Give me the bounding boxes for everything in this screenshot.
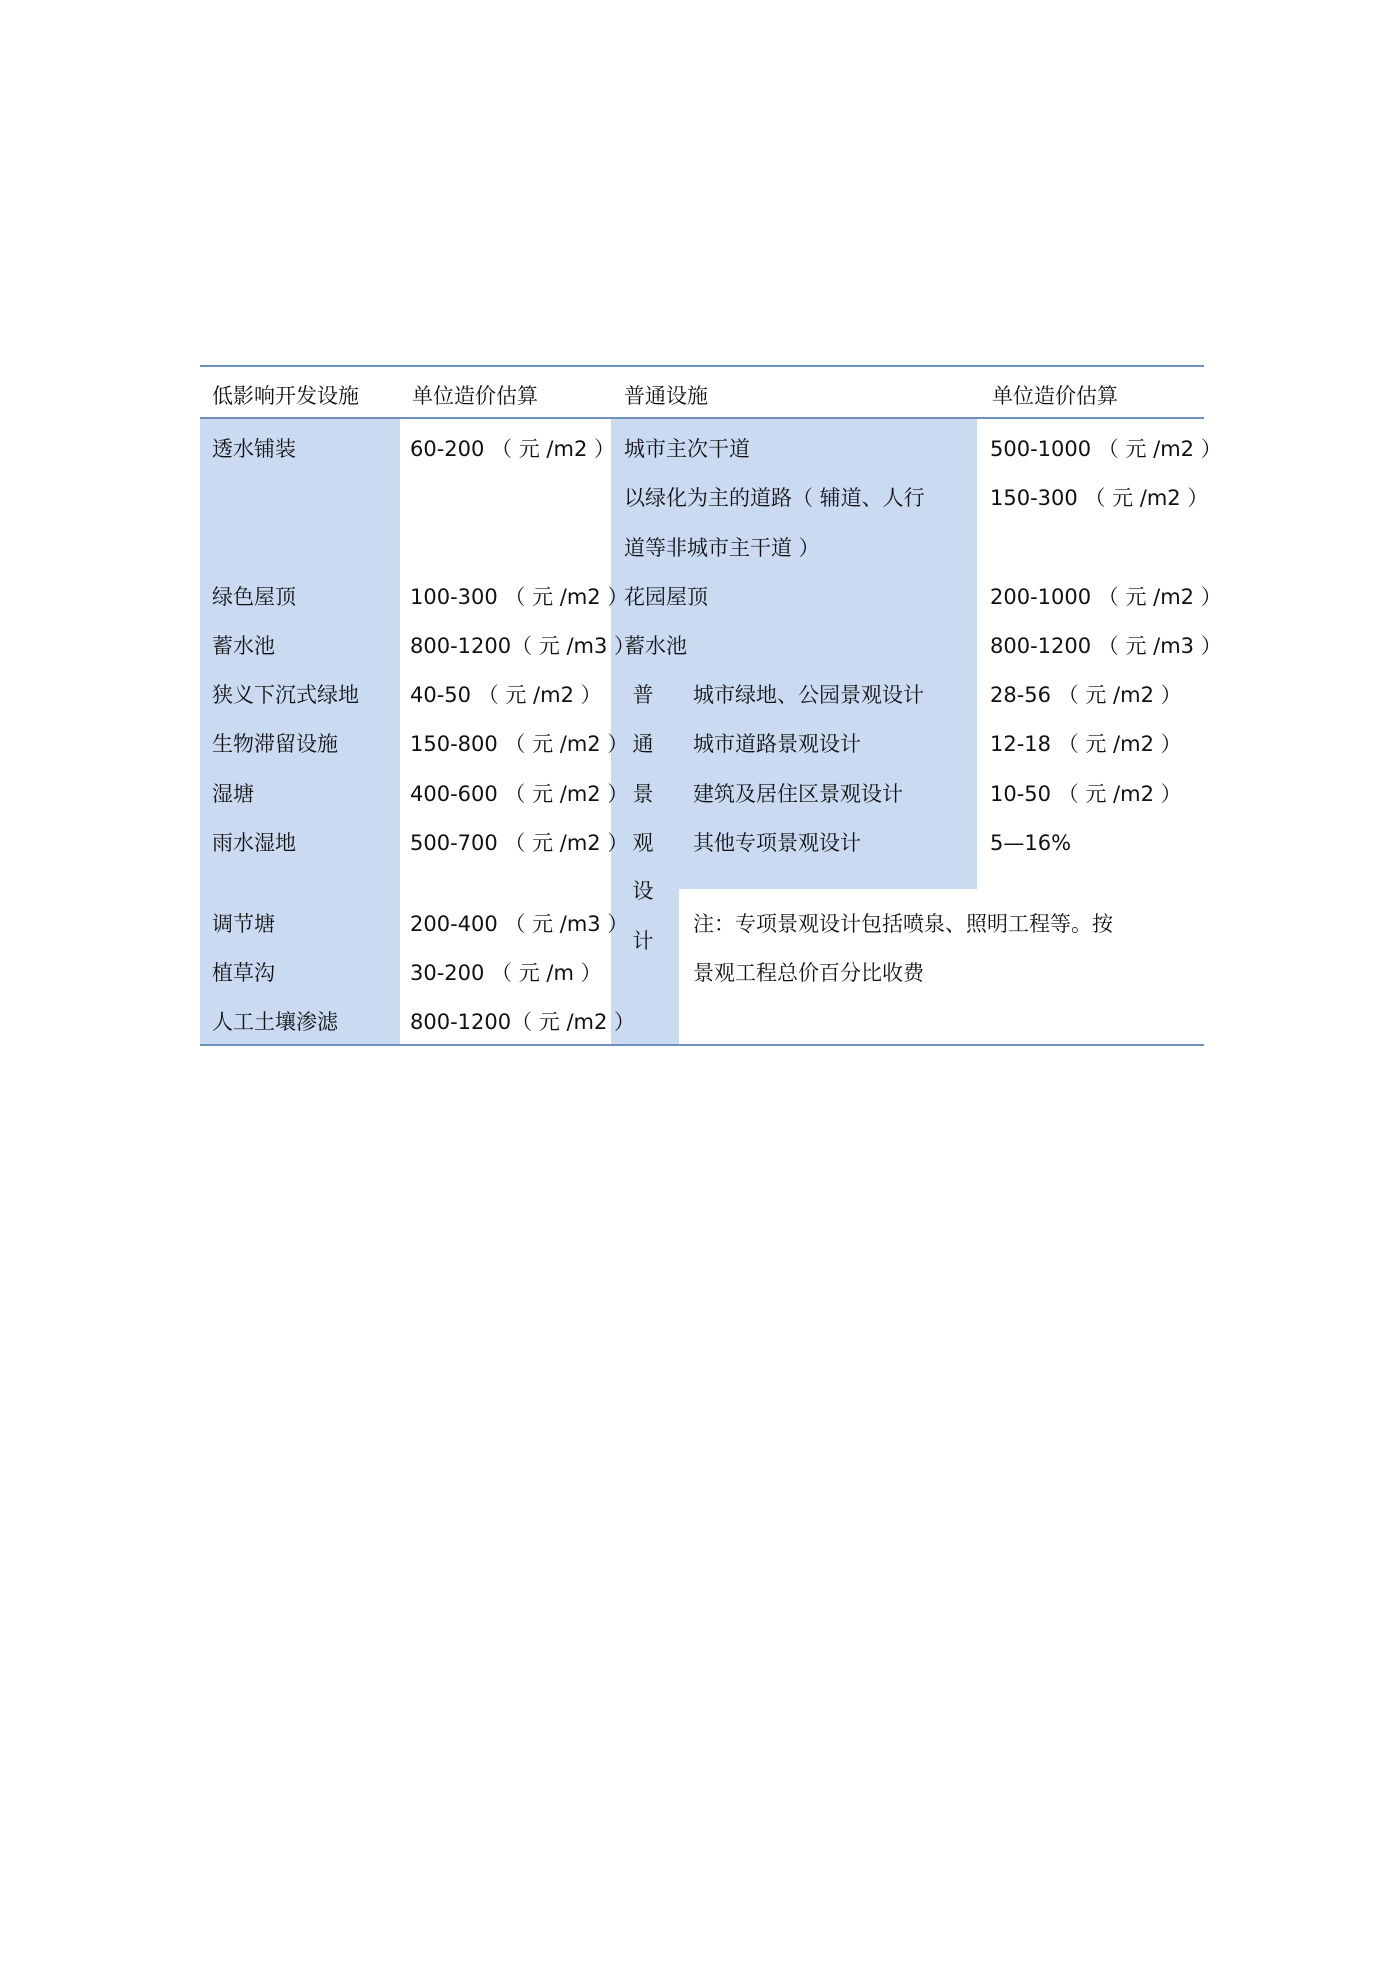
general-row-cost: 200-1000 （ 元 /m2 ） bbox=[990, 585, 1222, 609]
lid-row-name: 雨水湿地 bbox=[212, 831, 296, 855]
header-general-unit-cost: 单位造价估算 bbox=[992, 384, 1118, 408]
general-row-cost: 150-300 （ 元 /m2 ） bbox=[990, 486, 1209, 510]
lid-row-name: 蓄水池 bbox=[212, 634, 275, 658]
general-row-name-line1: 以绿化为主的道路（ 辅道、人行 bbox=[624, 486, 925, 510]
landscape-note-line1: 注：专项景观设计包括喷泉、照明工程等。按 bbox=[693, 912, 1113, 936]
landscape-row-cost: 10-50 （ 元 /m2 ） bbox=[990, 782, 1182, 806]
landscape-row-name: 城市绿地、公园景观设计 bbox=[693, 683, 924, 707]
general-row-name-line2: 道等非城市主干道 ） bbox=[624, 536, 820, 560]
lid-row-cost: 30-200 （ 元 /m ） bbox=[410, 961, 602, 985]
landscape-row-cost: 28-56 （ 元 /m2 ） bbox=[990, 683, 1182, 707]
landscape-note-line2: 景观工程总价百分比收费 bbox=[693, 961, 924, 985]
table-bottom-rule bbox=[200, 1044, 1204, 1046]
lid-row-name: 透水铺装 bbox=[212, 437, 296, 461]
lid-row-cost: 800-1200（ 元 /m2 ） bbox=[410, 1010, 636, 1034]
lid-row-cost: 800-1200（ 元 /m3 ） bbox=[410, 634, 636, 658]
general-row-cost: 500-1000 （ 元 /m2 ） bbox=[990, 437, 1222, 461]
general-row-name: 花园屋顶 bbox=[624, 585, 708, 609]
landscape-row-cost: 12-18 （ 元 /m2 ） bbox=[990, 732, 1182, 756]
lid-row-name: 生物滞留设施 bbox=[212, 732, 338, 756]
landscape-group-label-char: 景 bbox=[632, 782, 654, 806]
lid-row-name: 绿色屋顶 bbox=[212, 585, 296, 609]
table-header-rule bbox=[200, 417, 1204, 419]
lid-row-cost: 200-400 （ 元 /m3 ） bbox=[410, 912, 629, 936]
landscape-row-name: 城市道路景观设计 bbox=[693, 732, 861, 756]
landscape-group-label-char: 通 bbox=[632, 732, 654, 756]
lid-row-cost: 400-600 （ 元 /m2 ） bbox=[410, 782, 629, 806]
lid-row-name: 调节塘 bbox=[212, 912, 275, 936]
header-general-facility: 普通设施 bbox=[624, 384, 708, 408]
landscape-group-label-char: 观 bbox=[632, 831, 654, 855]
table-top-rule bbox=[200, 365, 1204, 367]
general-row-name: 城市主次干道 bbox=[624, 437, 750, 461]
landscape-group-label-char: 普 bbox=[632, 683, 654, 707]
header-lid-facility: 低影响开发设施 bbox=[212, 384, 359, 408]
lid-row-name: 湿塘 bbox=[212, 782, 254, 806]
lid-row-cost: 40-50 （ 元 /m2 ） bbox=[410, 683, 602, 707]
lid-row-name: 狭义下沉式绿地 bbox=[212, 683, 359, 707]
lid-row-cost: 60-200 （ 元 /m2 ） bbox=[410, 437, 615, 461]
landscape-group-label-char: 设 bbox=[632, 879, 654, 903]
header-lid-unit-cost: 单位造价估算 bbox=[412, 384, 538, 408]
general-row-name: 蓄水池 bbox=[624, 634, 687, 658]
landscape-row-cost: 5—16% bbox=[990, 831, 1072, 855]
general-row-cost: 800-1200 （ 元 /m3 ） bbox=[990, 634, 1222, 658]
lid-row-cost: 500-700 （ 元 /m2 ） bbox=[410, 831, 629, 855]
landscape-row-name: 其他专项景观设计 bbox=[693, 831, 861, 855]
lid-row-name: 人工土壤渗滤 bbox=[212, 1010, 338, 1034]
landscape-group-label-char: 计 bbox=[632, 929, 654, 953]
landscape-row-name: 建筑及居住区景观设计 bbox=[693, 782, 903, 806]
lid-row-name: 植草沟 bbox=[212, 961, 275, 985]
lid-row-cost: 150-800 （ 元 /m2 ） bbox=[410, 732, 629, 756]
lid-row-cost: 100-300 （ 元 /m2 ） bbox=[410, 585, 629, 609]
